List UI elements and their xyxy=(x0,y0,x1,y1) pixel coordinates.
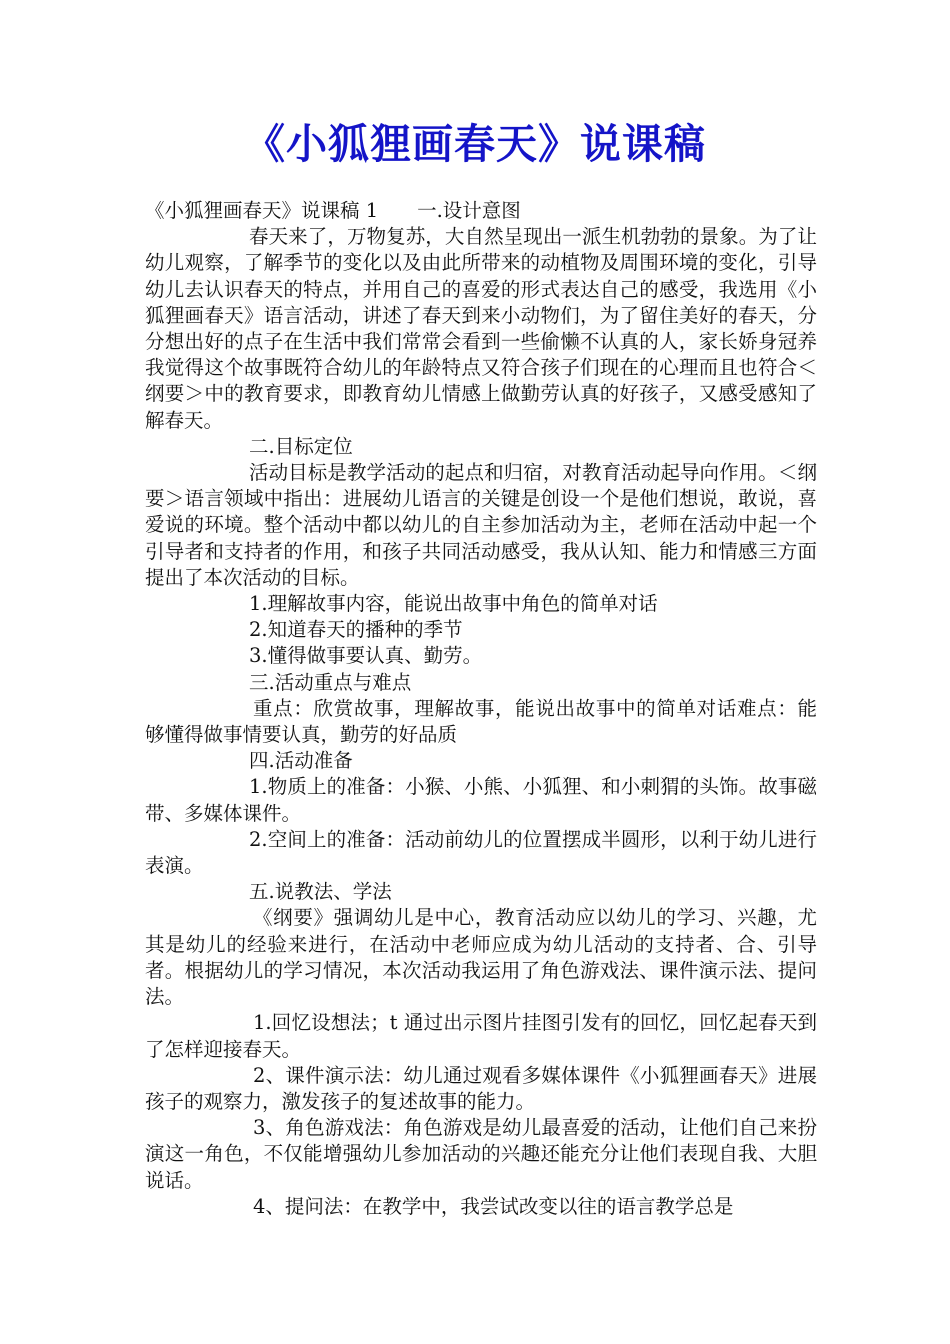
list-item-method-4: 4、提问法：在教学中，我尝试改变以往的语言教学总是 xyxy=(253,1194,734,1218)
list-item-goal-3: 3.懂得做事要认真、勤劳。 xyxy=(249,644,483,668)
section-heading-goals: 二.目标定位 xyxy=(249,434,353,458)
paragraph-design-intent: 春天来了，万物复苏，大自然呈现出一派生机勃勃的景象。为了让幼儿观察，了解季节的变化以及由此所带来的动植物及周围环境的变化，引导幼儿去认识春天的特点，并用自己的喜爱的形式表达自己的感受，我选用《小狐狸画春天》语言活动，讲述了春天到来小动物们，为了留住美好的春天，分分想出好的点子在生活中我们常常会看到一些偷懒不认真的人，家长娇身冠养我觉得这个故事既符合幼儿的年龄特点又符合孩子们现在的心理而且也符合＜纲要＞中的教育要求，即教育幼儿情感上做勤劳认真的好孩子，又感受感知了解春天。 xyxy=(145,225,817,432)
section-heading-methods: 五.说教法、学法 xyxy=(249,880,392,904)
list-item-method-1: 1.回忆设想法；t 通过出示图片挂图引发有的回忆，回忆起春天到了怎样迎接春天。 xyxy=(145,1011,817,1061)
paragraph-methods: 《纲要》强调幼儿是中心，教育活动应以幼儿的学习、兴趣，尤其是幼儿的经验来进行，在活动中老师应成为幼儿活动的支持者、合、引导者。根据幼儿的学习情况，本次活动我运用了角色游戏法、课件演示法、提问法。 xyxy=(145,906,817,1009)
list-item-preparation-1: 1.物质上的准备：小猴、小熊、小狐狸、和小刺猬的头饰。故事磁带、多媒体课件。 xyxy=(145,775,817,825)
list-item-method-3: 3、角色游戏法：角色游戏是幼儿最喜爱的活动，让他们自己来扮演这一角色，不仅能增强幼儿参加活动的兴趣还能充分让他们表现自我、大胆说话。 xyxy=(145,1116,817,1192)
list-item-preparation-2: 2.空间上的准备：活动前幼儿的位置摆成半圆形，以利于幼儿进行表演。 xyxy=(145,827,817,878)
list-item-goal-1: 1.理解故事内容，能说出故事中角色的简单对话 xyxy=(249,592,658,616)
document-title: 《小狐狸画春天》说课稿 xyxy=(244,120,706,168)
list-item-goal-2: 2.知道春天的播种的季节 xyxy=(249,618,463,642)
section-heading-preparation: 四.活动准备 xyxy=(249,749,353,773)
paragraph-key-points: 重点：欣赏故事，理解故事，能说出故事中的简单对话难点：能够懂得做事情要认真，勤劳的好品质 xyxy=(145,696,817,747)
paragraph-goals: 活动目标是教学活动的起点和归宿，对教育活动起导向作用。＜纲要＞语言领域中指出：进展幼儿语言的关键是创设一个是他们想说，敢说，喜爱说的环境。整个活动中都以幼儿的自主参加活动为主，老师在活动中起一个引导者和支持者的作用，和孩子共同活动感受，我从认知、能力和情感三方面提出了本次活动的目标。 xyxy=(145,461,817,589)
paragraph-heading-line: 《小狐狸画春天》说课稿 1 一.设计意图 xyxy=(145,199,521,222)
list-item-method-2: 2、课件演示法：幼儿通过观看多媒体课件《小狐狸画春天》进展孩子的观察力，激发孩子的复述故事的能力。 xyxy=(145,1063,817,1113)
section-heading-key-points: 三.活动重点与难点 xyxy=(249,670,412,694)
document-body xyxy=(145,198,817,1220)
